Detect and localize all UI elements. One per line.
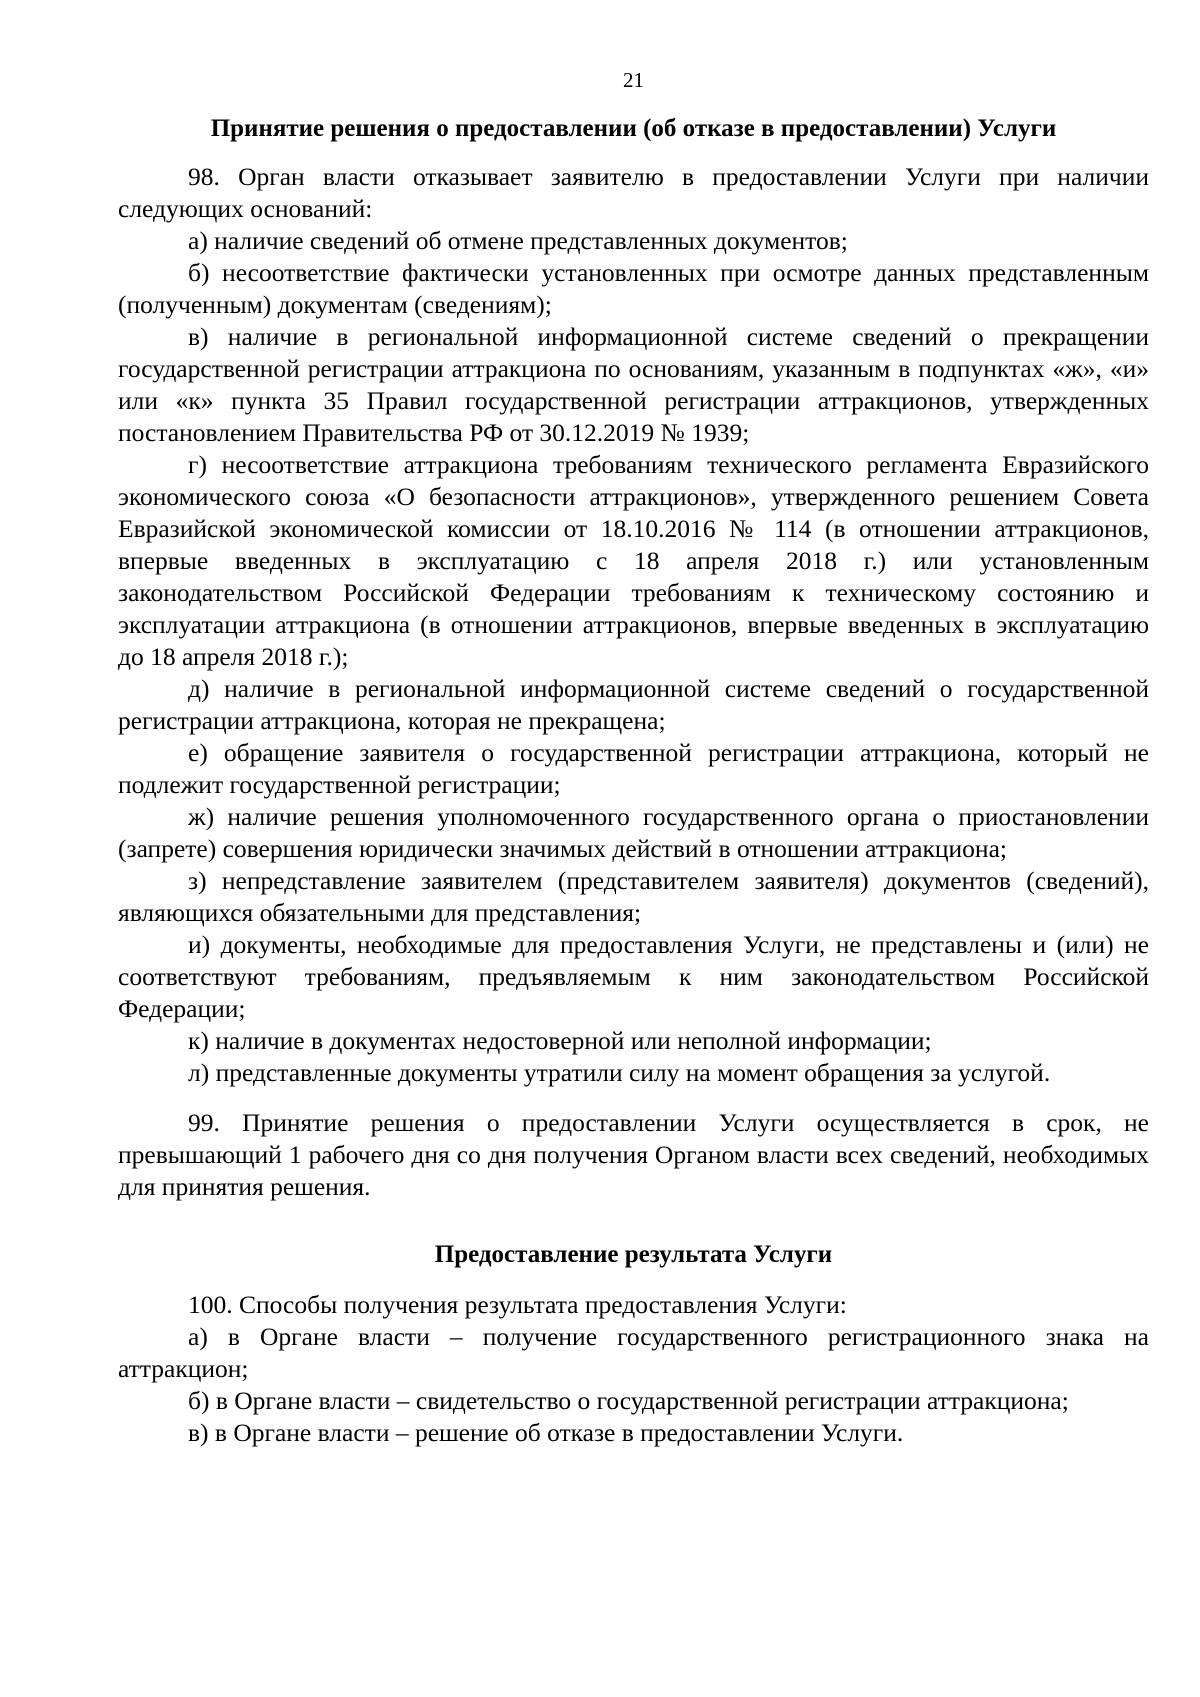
list-item-g: г) несоответствие аттракциона требованиям технического регламента Евразийского экономического союза «О безопасности аттракционов», утвержденного решением Совета Евразийской экономической комиссии от 18.10.2016 № 114 (в отношении аттракционов, впервые введенных в эксплуатацию с 18 апреля 2018 г.) или установленным законодательством Российской Федерации требованиям к техническому состоянию и эксплуатации аттракциона (в отношении аттракционов, впервые введенных в эксплуатацию до 18 апреля 2018 г.);: [118, 450, 1149, 671]
section-heading-decision: Принятие решения о предоставлении (об отказе в предоставлении) Услуги: [210, 115, 1057, 142]
list-item-d: д) наличие в региональной информационной системе сведений о государственной регистрации аттракциона, которая не прекращена;: [118, 674, 1149, 735]
page-number: 21: [623, 68, 644, 92]
document-page: [118, 66, 1149, 1449]
result-item-b: б) в Органе власти – свидетельство о государственной регистрации аттракциона;: [188, 1386, 1069, 1415]
paragraph-98: 98. Орган власти отказывает заявителю в предоставлении Услуги при наличии следующих оснований:: [118, 162, 1149, 223]
list-item-l: л) представленные документы утратили силу на момент обращения за услугой.: [188, 1058, 1051, 1087]
section-heading-result: Предоставление результата Услуги: [434, 1241, 833, 1268]
list-item-zh: ж) наличие решения уполномоченного государственного органа о приостановлении (запрете) совершения юридически значимых действий в отношении аттракциона;: [118, 802, 1149, 863]
list-item-b: б) несоответствие фактически установленных при осмотре данных представленным (полученным) документам (сведениям);: [118, 258, 1149, 319]
list-item-k: к) наличие в документах недостоверной или неполной информации;: [188, 1026, 932, 1055]
list-item-v: в) наличие в региональной информационной системе сведений о прекращении государственной регистрации аттракциона по основаниям, указанным в подпунктах «ж», «и» или «к» пункта 35 Правил государственной регистрации аттракционов, утвержденных постановлением Правительства РФ от 30.12.2019 № 1939;: [118, 322, 1149, 447]
paragraph-100: 100. Способы получения результата предоставления Услуги:: [188, 1290, 847, 1319]
list-item-a: а) наличие сведений об отмене представленных документов;: [188, 226, 848, 255]
result-item-a: а) в Органе власти – получение государственного регистрационного знака на аттракцион;: [118, 1322, 1149, 1383]
paragraph-99: 99. Принятие решения о предоставлении Услуги осуществляется в срок, не превышающий 1 рабочего дня со дня получения Органом власти всех сведений, необходимых для принятия решения.: [118, 1108, 1149, 1201]
list-item-e: е) обращение заявителя о государственной регистрации аттракциона, который не подлежит государственной регистрации;: [118, 738, 1149, 799]
list-item-z: з) непредставление заявителем (представителем заявителя) документов (сведений), являющихся обязательными для представления;: [118, 866, 1149, 927]
list-item-i: и) документы, необходимые для предоставления Услуги, не представлены и (или) не соответствуют требованиям, предъявляемым к ним законодательством Российской Федерации;: [118, 930, 1149, 1023]
result-item-v: в) в Органе власти – решение об отказе в предоставлении Услуги.: [188, 1418, 904, 1447]
